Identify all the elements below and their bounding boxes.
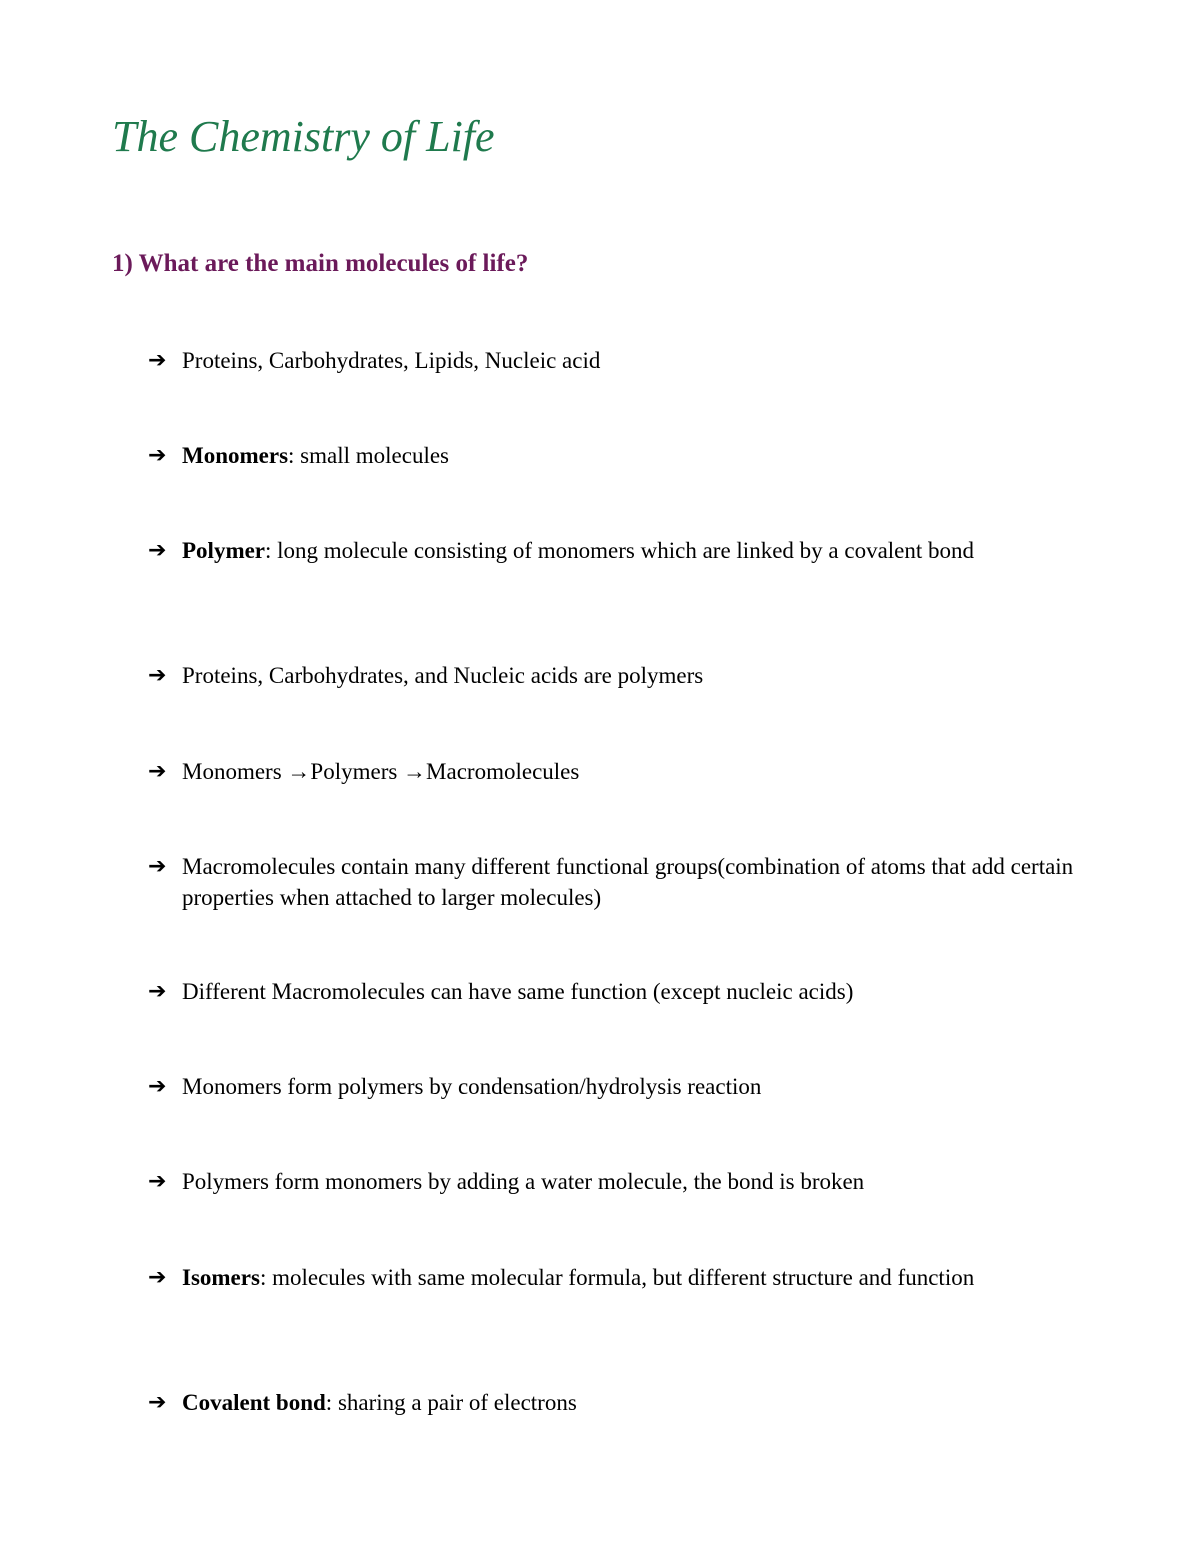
list-item xyxy=(148,756,1078,787)
list-item xyxy=(148,1166,1078,1197)
list-item-text xyxy=(182,1387,1078,1418)
list-item-body: sharing a pair of electrons xyxy=(332,1390,577,1415)
right-arrow-icon: ➔ xyxy=(148,443,167,468)
list-item-body: Monomers →Polymers →Macromolecules xyxy=(182,759,580,784)
list-item-body: Proteins, Carbohydrates, and Nucleic acids are polymers xyxy=(182,663,704,688)
list-item-body: small molecules xyxy=(294,443,449,468)
list-item-separator: : xyxy=(325,1390,333,1415)
list-item xyxy=(148,660,1078,691)
list-item-text xyxy=(182,1166,1078,1197)
list-item-body: Proteins, Carbohydrates, Lipids, Nucleic acid xyxy=(182,348,601,373)
list-item xyxy=(148,1387,1078,1418)
list-item-separator: : xyxy=(288,443,295,468)
list-item-text xyxy=(182,345,1078,376)
list-item-term: Monomers xyxy=(182,443,289,468)
list-item-body: Different Macromolecules can have same function (except nucleic acids) xyxy=(182,979,854,1004)
list-item-text xyxy=(182,660,1078,691)
right-arrow-icon: ➔ xyxy=(148,1169,167,1194)
list-item xyxy=(148,976,1078,1007)
list-item xyxy=(148,851,1078,913)
list-item-body: Macromolecules contain many different functional groups(combination of atoms that add certain properties when attached to larger molecules) xyxy=(182,854,1074,910)
list-item-text xyxy=(182,1262,1078,1293)
right-arrow-icon: ➔ xyxy=(148,979,167,1004)
list-item-text xyxy=(182,1071,1078,1102)
list-item xyxy=(148,1262,1078,1293)
list-item-text xyxy=(182,535,1078,566)
right-arrow-icon: ➔ xyxy=(148,1074,167,1099)
list-item-body: Monomers form polymers by condensation/hydrolysis reaction xyxy=(182,1074,762,1099)
list-item-term: Isomers xyxy=(182,1265,260,1290)
document-title: The Chemistry of Life xyxy=(112,112,495,161)
list-item-term: Polymer xyxy=(182,538,266,563)
right-arrow-icon: ➔ xyxy=(148,759,167,784)
list-item-text xyxy=(182,976,1078,1007)
list-item xyxy=(148,345,1078,376)
list-item-text xyxy=(182,851,1078,913)
list-item-term: Covalent bond xyxy=(182,1390,326,1415)
list-item xyxy=(148,440,1078,471)
list-item-body: molecules with same molecular formula, but different structure and function xyxy=(266,1265,975,1290)
list-item-text xyxy=(182,756,1078,787)
right-arrow-icon: ➔ xyxy=(148,348,167,373)
list-item-body: Polymers form monomers by adding a water molecule, the bond is broken xyxy=(182,1169,865,1194)
list-item-text xyxy=(182,440,1078,471)
list-item-separator: : xyxy=(265,538,272,563)
list-item xyxy=(148,535,1078,566)
right-arrow-icon: ➔ xyxy=(148,854,167,879)
right-arrow-icon: ➔ xyxy=(148,538,167,563)
list-item-body: long molecule consisting of monomers which are linked by a covalent bond xyxy=(271,538,975,563)
right-arrow-icon: ➔ xyxy=(148,1265,167,1290)
right-arrow-icon: ➔ xyxy=(148,663,167,688)
section-heading: 1) What are the main molecules of life? xyxy=(112,250,529,277)
list-item-separator: : xyxy=(259,1265,267,1290)
list-item xyxy=(148,1071,1078,1102)
right-arrow-icon: ➔ xyxy=(148,1390,167,1415)
